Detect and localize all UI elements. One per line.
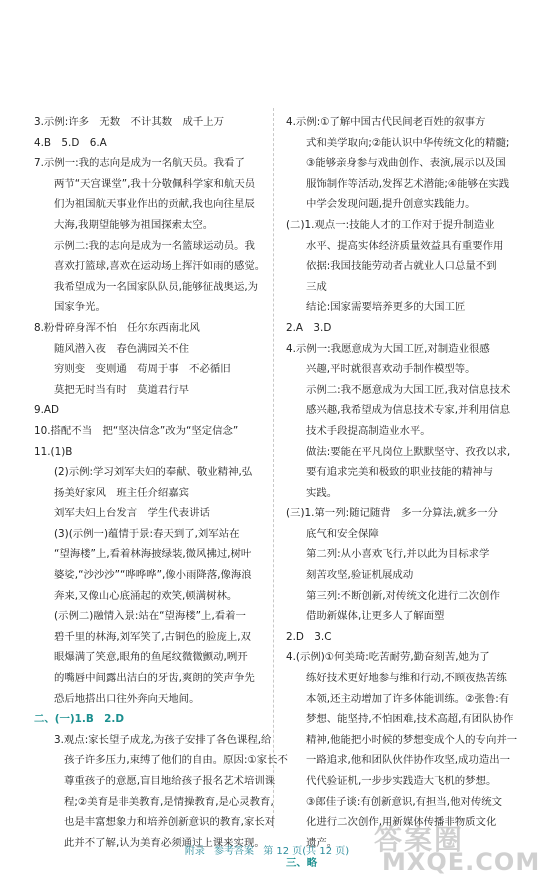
footer-page-number: 第 12 页(共 12 页)	[263, 846, 350, 857]
right-answer-line: 实践。	[306, 486, 338, 499]
left-answer-line: 3.示例:许多 无数 不计其数 成千上万	[34, 116, 225, 128]
left-answer-line: “望海楼”上,看着林海披绿装,微风拂过,树叶	[54, 548, 252, 561]
watermark-logo	[372, 818, 540, 876]
right-answer-line: 感兴趣,我希望成为信息技术专家,并利用信息	[306, 404, 511, 417]
left-answer-line: 国家争光。	[54, 301, 106, 314]
left-answer-line: (示例二)融情入景:站在“望海楼”上,看着一	[54, 610, 246, 623]
left-answer-line: 9.AD	[34, 404, 60, 417]
right-answer-line: 式和美学取向;②能认识中华传统文化的精髓;	[306, 136, 510, 149]
right-answer-line: 示例二:我不愿意成为大国工匠,我对信息技术	[306, 383, 511, 396]
watermark-top-text: 答案圈	[374, 823, 465, 856]
left-answer-line: (3)(示例一)蕴情于景:春天到了,刘军站在	[54, 527, 240, 540]
right-answer-line: 4.示例一:我愿意成为大国工匠,对制造业很感	[286, 342, 490, 355]
left-answer-line: 恐后地搭出口往外奔向天地间。	[54, 692, 200, 705]
right-answer-line: 4.示例:①了解中国古代民间老百姓的叙事方	[286, 116, 486, 128]
right-answer-line: 借助新媒体,让更多人了解面塑	[306, 610, 445, 623]
left-answer-line: 眼爆满了笑意,眼角的鱼尾纹微微颤动,咧开	[54, 651, 248, 664]
left-answer-line: 穷则变 变则通 苟周于事 不必循旧	[54, 363, 231, 376]
right-answer-line: 遗产。	[306, 836, 338, 849]
left-answer-line: 4.B 5.D 6.A	[34, 136, 107, 149]
right-answer-line: 兴趣,平时就很喜欢动手制作模型等。	[306, 363, 476, 376]
right-answer-line: 2.A 3.D	[286, 321, 332, 334]
left-answer-line: 刘军夫妇上台发言 学生代表讲话	[54, 507, 210, 520]
footer-appendix-label: 附录	[184, 846, 205, 857]
left-answer-line: 的嘴唇中间露出洁白的牙齿,爽朗的笑声争先	[54, 672, 255, 685]
left-answer-line: 11.(1)B	[34, 445, 73, 458]
left-answer-line: 示例二:我的志向是成为一名篮球运动员。我	[54, 239, 255, 252]
right-answer-line: 三、略	[286, 857, 318, 870]
right-answer-line: 化进行二次创作,用新媒体传播非物质文化	[306, 816, 497, 829]
right-answer-line: ③郎佳子谈:有创新意识,有担当,他对传统文	[306, 795, 503, 808]
left-answer-line: 3.观点:家长望子成龙,为孩子安排了各色课程,给	[54, 733, 272, 746]
right-answer-line: 练好技术更好地参与维和行动,不顾夜热苦练	[306, 672, 507, 685]
left-answer-line: 们为祖国航天事业作出的贡献,我也向往星辰	[54, 198, 255, 211]
right-answer-line: 第三列:不断创新,对传统文化进行二次创作	[306, 589, 500, 602]
left-answer-line: 8.粉骨碎身浑不怕 任尔东西南北风	[34, 321, 200, 334]
right-answer-line: 结论:国家需要培养更多的大国工匠	[306, 301, 466, 314]
left-answer-line: 扬美好家风 班主任介绍嘉宾	[54, 486, 190, 499]
right-answer-line: 底气和安全保障	[306, 527, 379, 540]
right-answer-line: 精神,他能把小时候的梦想变成个人的专向并一	[306, 733, 518, 746]
left-column	[34, 112, 288, 853]
left-answer-line: 喜欢打篮球,喜欢在运动场上挥汗如雨的感觉。	[54, 260, 266, 273]
right-answer-line: (二)1.观点一:技能人才的工作对于提升制造业	[286, 218, 495, 231]
right-answer-line: 依据:我国技能劳动者占就业人口总量不到	[306, 260, 497, 273]
left-answer-line: 莫把无时当有时 莫道君行早	[54, 383, 190, 396]
watermark-bottom-text: MXQE.COM	[382, 848, 540, 876]
right-answer-line: ③能够亲身参与戏曲创作、表演,展示以及国	[306, 157, 506, 170]
left-answer-line: 随风潜入夜 春色满园关不住	[54, 342, 190, 355]
right-answer-line: 要有追求完美和极致的职业技能的精神与	[306, 466, 494, 479]
left-answer-line: 大海,我期望能够为祖国探索太空。	[54, 218, 214, 231]
right-answer-line: 中学会发现问题,提升创意实践能力。	[306, 198, 476, 211]
footer-answer-label: 参考答案	[214, 846, 255, 857]
right-column	[286, 112, 518, 874]
left-answer-line: 婆娑,“沙沙沙”“哗哗哗”,像小雨降落,像海浪	[54, 569, 252, 582]
right-answer-line: 第二列:从小喜欢飞行,并以此为目标求学	[306, 548, 490, 561]
left-answer-line: 尊重孩子的意愿,盲目地给孩子报名艺术培训课	[64, 775, 276, 787]
left-answer-line: 7.示例一:我的志向是成为一名航天员。我看了	[34, 157, 245, 170]
left-answer-line: 奔来,又像山心底涌起的欢笑,顿满树林。	[54, 589, 238, 602]
left-answer-line: 此并不了解,认为美育必须通过上课来实现。	[64, 836, 265, 849]
right-answer-line: 代代验证机,一步步实践造大飞机的梦想。	[306, 775, 497, 787]
column-divider	[273, 108, 274, 828]
left-answer-line: 孩子许多压力,束缚了他们的自由。原因:①家长不	[64, 754, 288, 767]
left-answer-line: (2)示例:学习刘军夫妇的奉献、敬业精神,弘	[54, 466, 253, 479]
right-answer-line: 做法:要能在平凡岗位上默默坚守、孜孜以求,	[306, 445, 511, 458]
right-answer-line: 服饰制作等活动,发挥艺术潜能;④能够在实践	[306, 177, 510, 190]
right-answer-line: (三)1.第一列:随记随背 多一分算法,就多一分	[286, 507, 498, 520]
left-answer-line: 二、(一)1.B 2.D	[34, 713, 124, 726]
left-answer-line: 两节“天宫课堂”,我十分敬佩科学家和航天员	[54, 177, 256, 190]
right-answer-line: 刻苦攻坚,验证机展成动	[306, 569, 414, 582]
right-answer-line: 水平、提高实体经济质量效益具有重要作用	[306, 239, 504, 252]
left-answer-line: 程;②美育是非美教育,是情操教育,是心灵教育,	[64, 795, 274, 808]
left-answer-line: 碧千里的林海,刘军笑了,古铜色的脸庞上,双	[54, 630, 251, 643]
right-answer-line: 技术手段提高制造业水平。	[306, 424, 431, 437]
right-answer-line: 本领,还主动增加了许多体能训练。②张鲁:有	[306, 692, 510, 705]
left-answer-line: 10.搭配不当 把“坚决信念”改为“坚定信念”	[34, 424, 239, 437]
right-answer-line: 三成	[306, 280, 327, 293]
left-answer-line: 我希望成为一名国家队队员,能够征战奥运,为	[54, 280, 259, 293]
right-answer-line: 2.D 3.C	[286, 630, 332, 643]
right-answer-line: 一路追求,他和团队伙伴协作攻坚,成功造出一	[306, 754, 511, 767]
right-answer-line: 4.(示例)①何美琦:吃苦耐劳,勤奋刻苦,她为了	[286, 651, 490, 664]
left-answer-line: 也是丰富想象力和培养创新意识的教育,家长对	[64, 816, 276, 829]
right-answer-line: 梦想、能坚持,不怕困难,技术高超,有团队协作	[306, 713, 514, 726]
